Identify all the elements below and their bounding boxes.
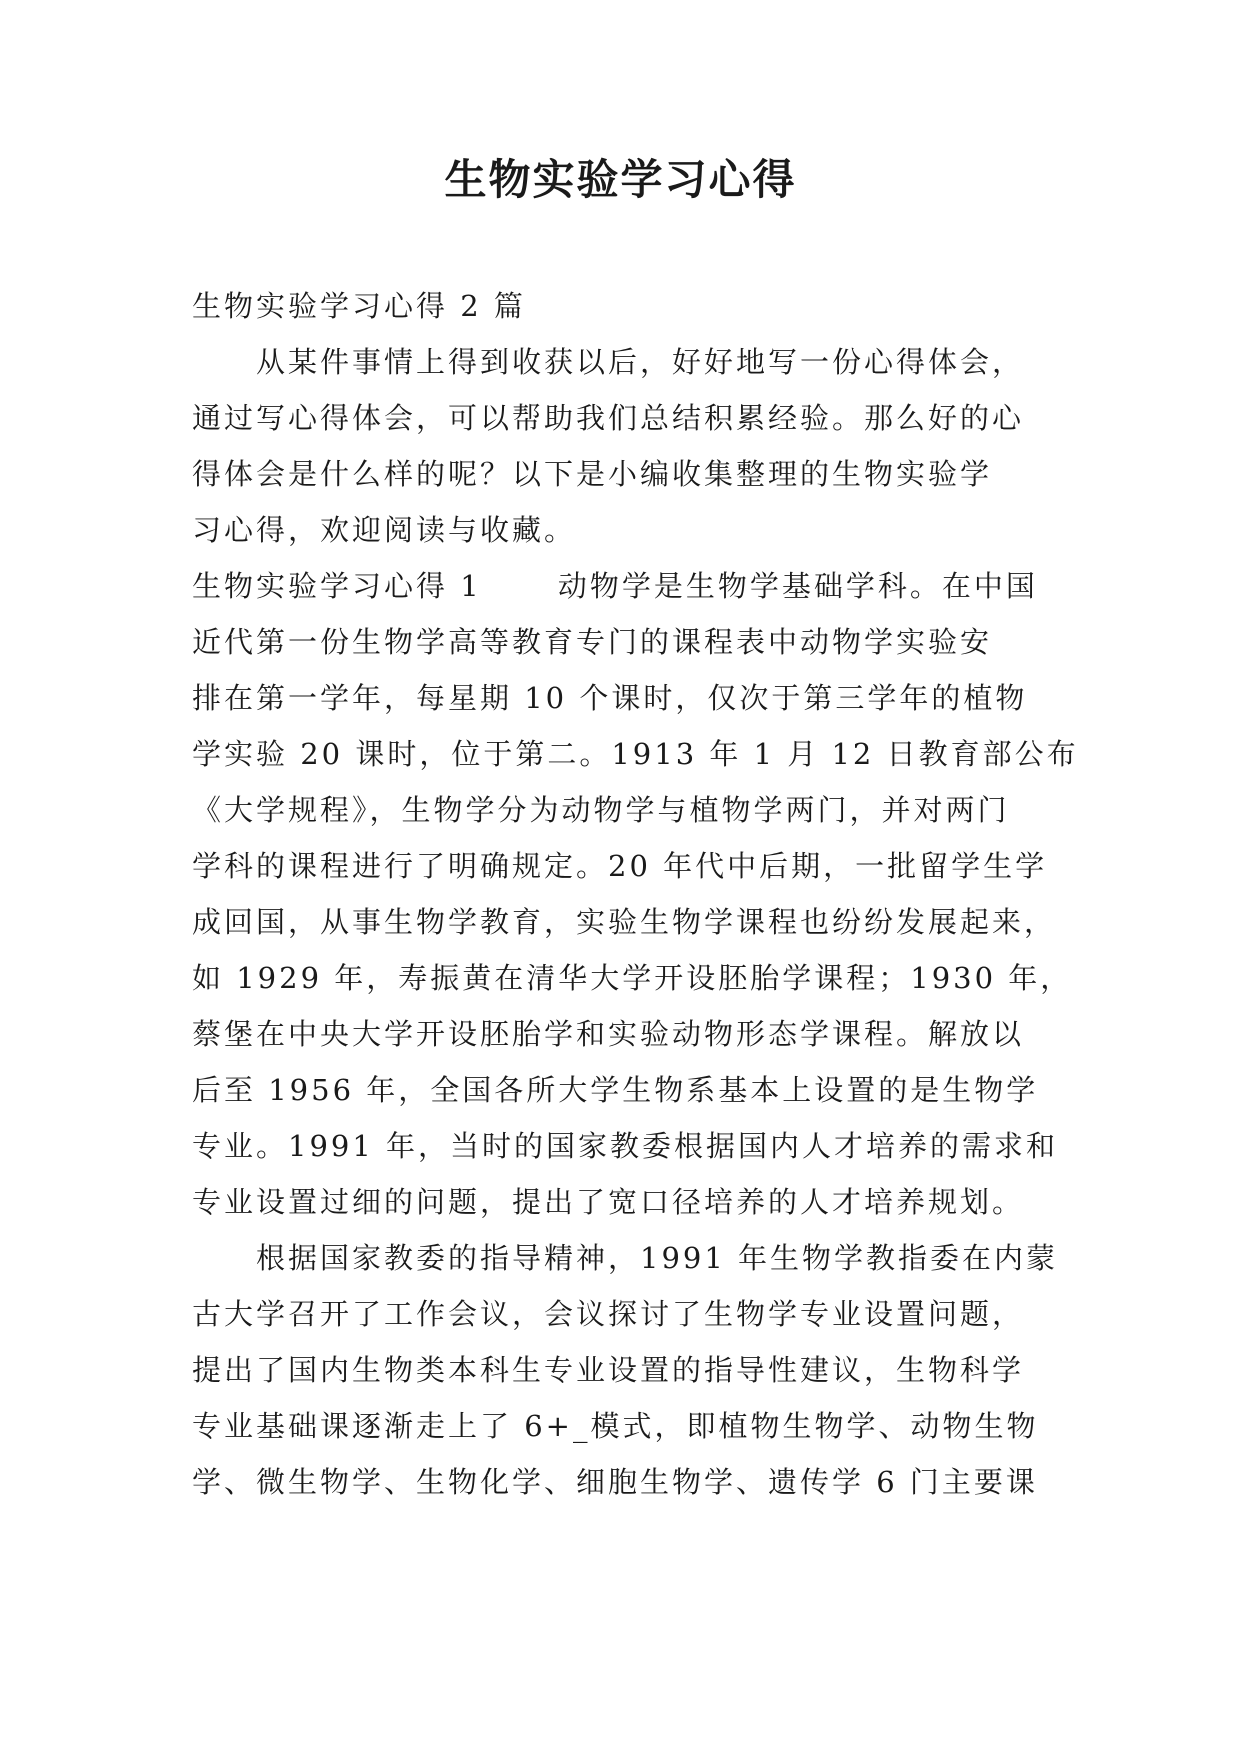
document-body [192, 278, 1079, 1510]
body-line: 从某件事情上得到收获以后，好好地写一份心得体会， [192, 345, 1025, 379]
body-line: 学科的课程进行了明确规定。20 年代中后期，一批留学生学 [192, 849, 1048, 883]
body-line: 习心得，欢迎阅读与收藏。 [192, 513, 577, 547]
body-line: 专业。1991 年，当时的国家教委根据国内人才培养的需求和 [192, 1129, 1059, 1163]
body-line: 学实验 20 课时，位于第二。1913 年 1 月 12 日教育部公布 [192, 737, 1079, 771]
body-line: 提出了国内生物类本科生专业设置的指导性建议，生物科学 [192, 1353, 1025, 1387]
body-line: 《大学规程》，生物学分为动物学与植物学两门，并对两门 [192, 793, 1010, 827]
body-line: 古大学召开了工作会议，会议探讨了生物学专业设置问题， [192, 1297, 1025, 1331]
body-line: 根据国家教委的指导精神，1991 年生物学教指委在内蒙 [192, 1241, 1059, 1275]
body-line: 近代第一份生物学高等教育专门的课程表中动物学实验安 [192, 625, 993, 659]
body-line: 专业基础课逐渐走上了 6+_模式，即植物生物学、动物生物 [192, 1409, 1039, 1443]
body-line: 专业设置过细的问题，提出了宽口径培养的人才培养规划。 [192, 1185, 1025, 1219]
body-line: 生物实验学习心得 1 动物学是生物学基础学科。在中国 [192, 569, 1038, 603]
body-line: 如 1929 年，寿振黄在清华大学开设胚胎学课程；1930 年， [192, 961, 1073, 995]
body-line: 得体会是什么样的呢？以下是小编收集整理的生物实验学 [192, 457, 993, 491]
body-line: 成回国，从事生物学教育，实验生物学课程也纷纷发展起来， [192, 905, 1057, 939]
body-line: 生物实验学习心得 2 篇 [192, 289, 526, 323]
body-line: 通过写心得体会，可以帮助我们总结积累经验。那么好的心 [192, 401, 1025, 435]
body-line: 排在第一学年，每星期 10 个课时，仅次于第三学年的植物 [192, 681, 1028, 715]
document-title: 生物实验学习心得 [444, 155, 797, 204]
body-line: 后至 1956 年，全国各所大学生物系基本上设置的是生物学 [192, 1073, 1039, 1107]
body-line: 蔡堡在中央大学开设胚胎学和实验动物形态学课程。解放以 [192, 1017, 1025, 1051]
body-line: 学、微生物学、生物化学、细胞生物学、遗传学 6 门主要课 [192, 1465, 1038, 1499]
